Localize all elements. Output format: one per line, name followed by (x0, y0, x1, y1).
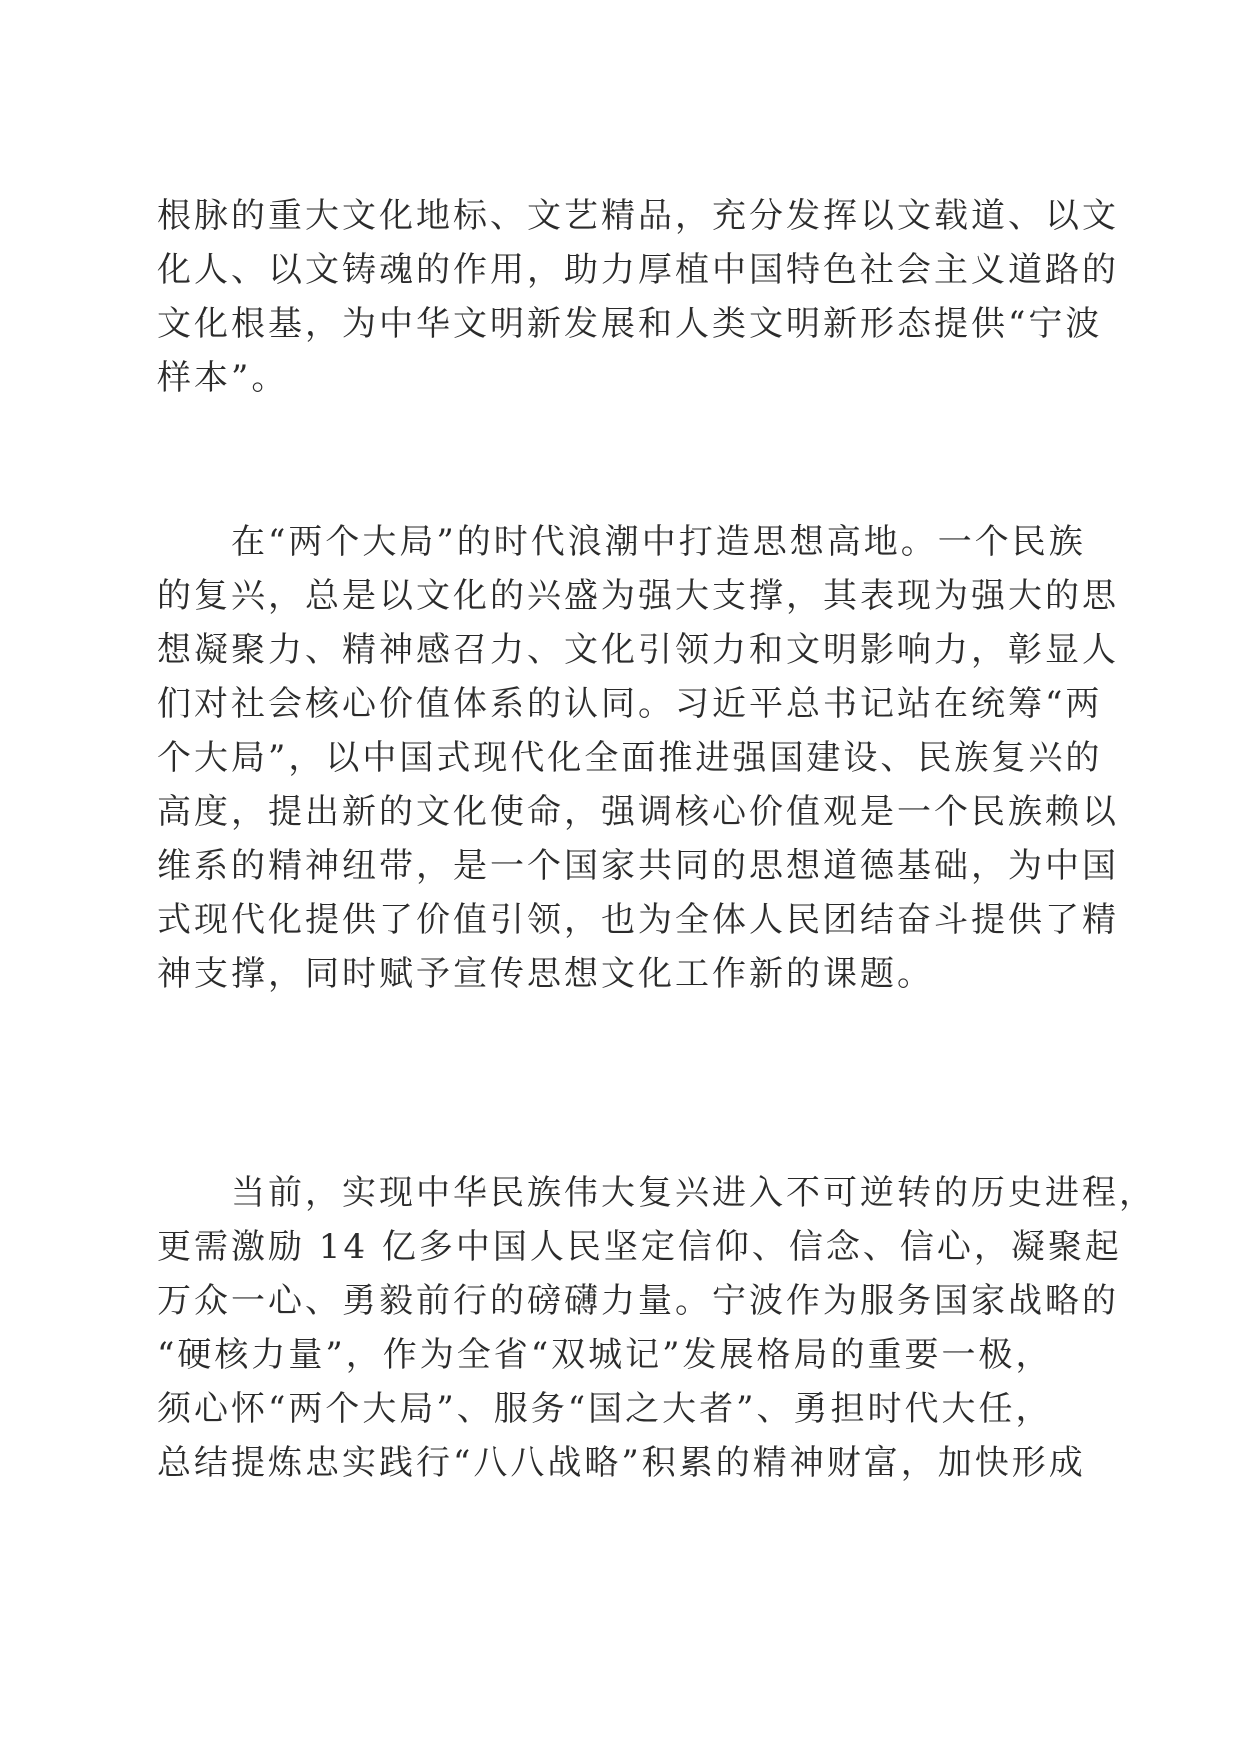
text-line: “硬核力量”，作为全省“双城记”发展格局的重要一极， (157, 1335, 1053, 1375)
text-line: 根脉的重大文化地标、文艺精品，充分发挥以文载道、以文 (157, 196, 1119, 236)
paragraph (157, 189, 1117, 405)
text-line: 万众一心、勇毅前行的磅礴力量。宁波作为服务国家战略的 (157, 1281, 1119, 1321)
text-line: 当前，实现中华民族伟大复兴进入不可逆转的历史进程， (157, 1173, 1156, 1213)
text-line: 高度，提出新的文化使命，强调核心价值观是一个民族赖以 (157, 792, 1119, 832)
paragraph (157, 1166, 1156, 1490)
text-line: 文化根基，为中华文明新发展和人类文明新形态提供“宁波 (157, 304, 1103, 344)
text-line: 更需激励 14 亿多中国人民坚定信仰、信念、信心，凝聚起 (157, 1227, 1122, 1267)
text-line: 总结提炼忠实践行“八八战略”积累的精神财富，加快形成 (157, 1443, 1086, 1483)
paragraph (157, 515, 1117, 1001)
text-line: 们对社会核心价值体系的认同。习近平总书记站在统筹“两 (157, 684, 1103, 724)
text-line: 样本”。 (157, 358, 289, 398)
text-line: 神支撑，同时赋予宣传思想文化工作新的课题。 (157, 954, 934, 994)
text-line: 个大局”，以中国式现代化全面推进强国建设、民族复兴的 (157, 738, 1103, 778)
text-line: 的复兴，总是以文化的兴盛为强大支撑，其表现为强大的思 (157, 576, 1119, 616)
text-line: 维系的精神纽带，是一个国家共同的思想道德基础，为中国 (157, 846, 1119, 886)
text-line: 式现代化提供了价值引领，也为全体人民团结奋斗提供了精 (157, 900, 1119, 940)
text-line: 须心怀“两个大局”、服务“国之大者”、勇担时代大任， (157, 1389, 1053, 1429)
text-line: 想凝聚力、精神感召力、文化引领力和文明影响力，彰显人 (157, 630, 1119, 670)
text-line: 在“两个大局”的时代浪潮中打造思想高地。一个民族 (157, 522, 1086, 562)
text-line: 化人、以文铸魂的作用，助力厚植中国特色社会主义道路的 (157, 250, 1119, 290)
